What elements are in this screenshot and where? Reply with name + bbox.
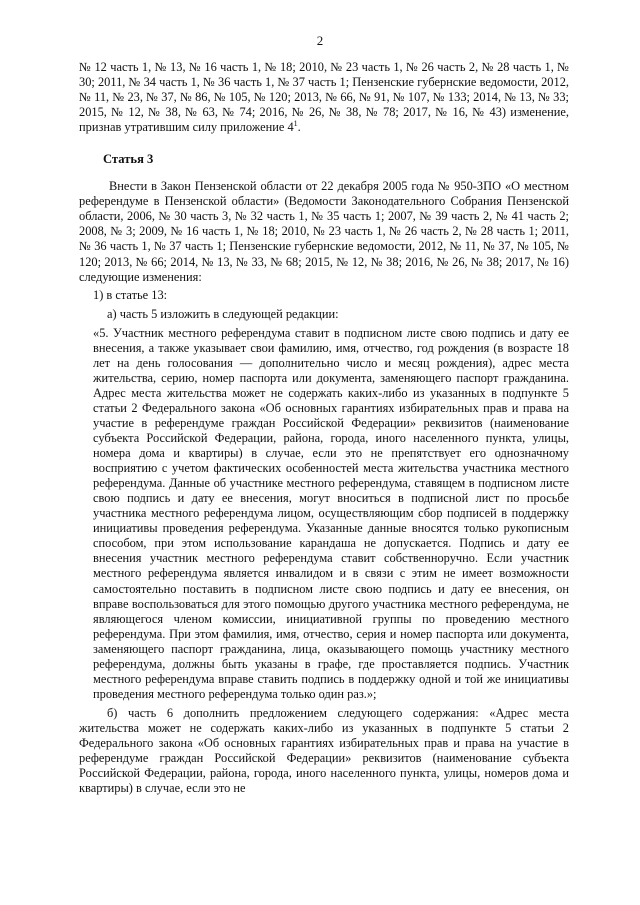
amendment-quote: «5. Участник местного референдума ставит в подписном листе свою подпись и дату ее внесения, а также указывает свои фамилию, имя, отчество, год рождения (в возрасте 18 лет на день голосования — дополнительно число и месяц рождения), адрес места жительства, серию, номер паспорта или документа, заменяющего паспорт гражданина. Адрес места жительства может не содержать каких-либо из указанных в подпункте 5 статьи 2 Федерального закона «Об основных гарантиях избирательных прав и права на участие в референдуме граждан Российской Федерации» реквизитов (наименование субъекта Российской Федерации, района, города, иного населенного пункта, улицы, номера дома и квартиры) в случае, если это не препятствует его однозначному восприятию с учетом фактических особенностей места жительства участника местного референдума. Данные об участнике местного референдума, ставящем в подписном листе свою подпись и дату ее внесения, могут вноситься в подписной лист по просьбе участника местного референдума лицом, осуществляющим сбор подписей в поддержку инициативы проведения референдума. Указанные данные вносятся только рукописным способом, при этом использование карандаша не допускается. Подпись и дату ее внесения участник местного референдума ставит собственноручно. Если участник местного референдума является инвалидом и в связи с этим не имеет возможности самостоятельно поставить в подписном листе свою подпись и дату ее внесения, он вправе воспользоваться для этого помощью другого участника местного референдума, не являющегося членом комиссии, инициативной группы по проведению местного референдума. При этом фамилия, имя, отчество, серия и номер паспорта или документа, заменяющего паспорт гражданина, лица, оказывающего помощь участнику местного референдума, должны быть указаны в графе, где проставляется подпись. Участник местного референдума вправе ставить подпись в поддержку одной и той же инициативы проведения местного референдума только один раз.»;	[93, 325, 569, 701]
article-heading: Статья 3	[103, 152, 154, 167]
intro-text: № 12 часть 1, № 13, № 16 часть 1, № 18; 2010, № 23 часть 1, № 26 часть 2, № 28 часть 1, № 30; 2011, № 34 часть 1, № 36 часть 1, № 37 часть 1; Пензенские губернские ведомости, 2012, № 11, № 23, № 37, № 86, № 105, № 120; 2013, № 66, № 91, № 107, № 133; 2014, № 13, № 33; 2015, № 12, № 38, № 63, № 74; 2016, № 26, № 38, № 78; 2017, № 16, № 43) изменение, признав утратившим силу приложение 4	[79, 60, 569, 135]
list-item-1a: а) часть 5 изложить в следующей редакции:	[107, 306, 339, 321]
intro-paragraph	[79, 60, 569, 135]
article-intro-paragraph: Внести в Закон Пензенской области от 22 декабря 2005 года № 950-ЗПО «О местном референдуме в Пензенской области» (Ведомости Законодательного Собрания Пензенской области, 2006, № 30 часть 3, № 32 часть 1, № 35 часть 1; 2007, № 39 часть 2, № 41 часть 2; 2008, № 3; 2009, № 16 часть 1, № 18; 2010, № 23 часть 1, № 26 часть 2, № 28 часть 1; 2011, № 36 часть 1, № 37 часть 1; Пензенские губернские ведомости, 2012, № 11, № 37, № 105, № 120; 2013, № 66; 2014, № 13, № 33, № 68; 2015, № 12, № 38; 2016, № 26, № 38; 2017, № 16) следующие изменения:	[79, 179, 569, 284]
list-item-1: 1) в статье 13:	[93, 287, 168, 302]
document-body	[79, 60, 569, 796]
intro-superscript: 1	[293, 119, 298, 129]
page-number: 2	[316, 33, 324, 48]
intro-end: .	[297, 120, 301, 135]
list-item-1b: б) часть 6 дополнить предложением следующего содержания: «Адрес места жительства может не содержать каких-либо из указанных в подпункте 5 статьи 2 Федерального закона «Об основных гарантиях избирательных прав и права на участие в референдуме граждан Российской Федерации» реквизитов (наименование субъекта Российской Федерации, района, города, иного населенного пункта, улицы, номеров дома и квартиры) в случае, если это не	[79, 705, 569, 796]
